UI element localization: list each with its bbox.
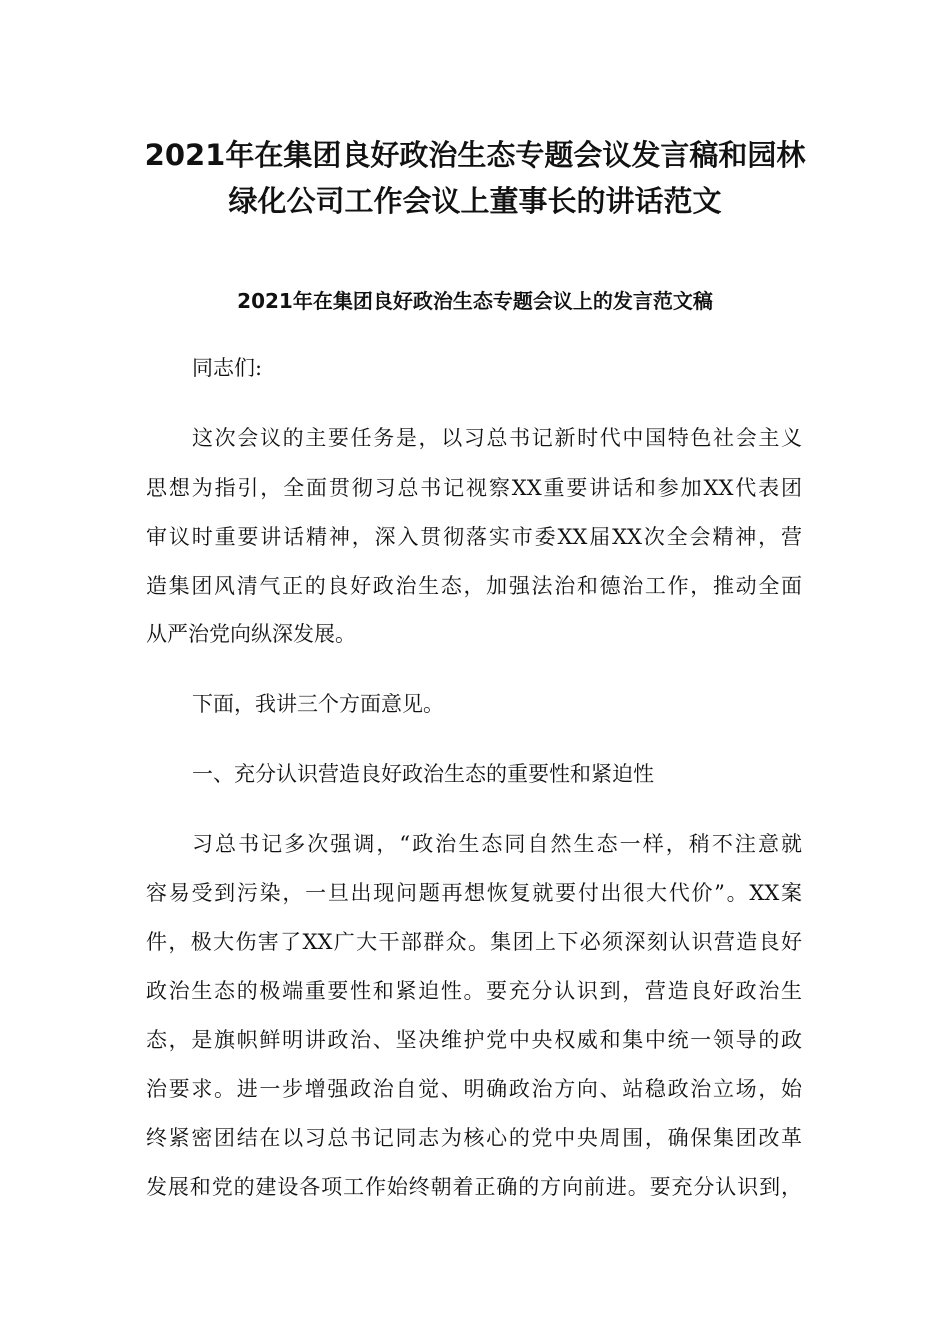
paragraph3-line-3: 件，极大伤害了XX广大干部群众。集团上下必须深刻认识营造良好: [146, 930, 802, 954]
paragraph3-line-5: 态，是旗帜鲜明讲政治、坚决维护党中央权威和集中统一领导的政: [146, 1028, 802, 1052]
paragraph1-line-2: 思想为指引，全面贯彻习总书记视察XX重要讲话和参加XX代表团: [146, 476, 802, 500]
document-title-line-2: 绿化公司工作会议上董事长的讲话范文: [228, 184, 722, 218]
document-title-line-1: 2021年在集团良好政治生态专题会议发言稿和园林: [144, 138, 806, 172]
paragraph3-line-7: 终紧密团结在以习总书记同志为核心的党中央周围，确保集团改革: [146, 1126, 802, 1150]
paragraph3-line-1: 习总书记多次强调，“政治生态同自然生态一样，稍不注意就: [192, 832, 802, 856]
paragraph1-line-3: 审议时重要讲话精神，深入贯彻落实市委XX届XX次全会精神，营: [146, 525, 802, 549]
paragraph1-line-1: 这次会议的主要任务是，以习总书记新时代中国特色社会主义: [192, 426, 802, 450]
section1-heading: 一、充分认识营造良好政治生态的重要性和紧迫性: [192, 762, 654, 786]
paragraph3-line-2: 容易受到污染，一旦出现问题再想恢复就要付出很大代价”。XX案: [146, 881, 802, 905]
salutation: 同志们:: [192, 356, 263, 380]
paragraph1-line-4: 造集团风清气正的良好政治生态，加强法治和德治工作，推动全面: [146, 574, 802, 598]
paragraph3-line-4: 政治生态的极端重要性和紧迫性。要充分认识到，营造良好政治生: [146, 979, 802, 1003]
paragraph3-line-6: 治要求。进一步增强政治自觉、明确政治方向、站稳政治立场，始: [146, 1077, 802, 1101]
paragraph2: 下面，我讲三个方面意见。: [192, 692, 444, 716]
paragraph3-line-8: 发展和党的建设各项工作始终朝着正确的方向前进。要充分认识到，: [146, 1175, 802, 1199]
paragraph1-line-5: 从严治党向纵深发展。: [146, 622, 356, 646]
section-subtitle: 2021年在集团良好政治生态专题会议上的发言范文稿: [237, 289, 713, 313]
